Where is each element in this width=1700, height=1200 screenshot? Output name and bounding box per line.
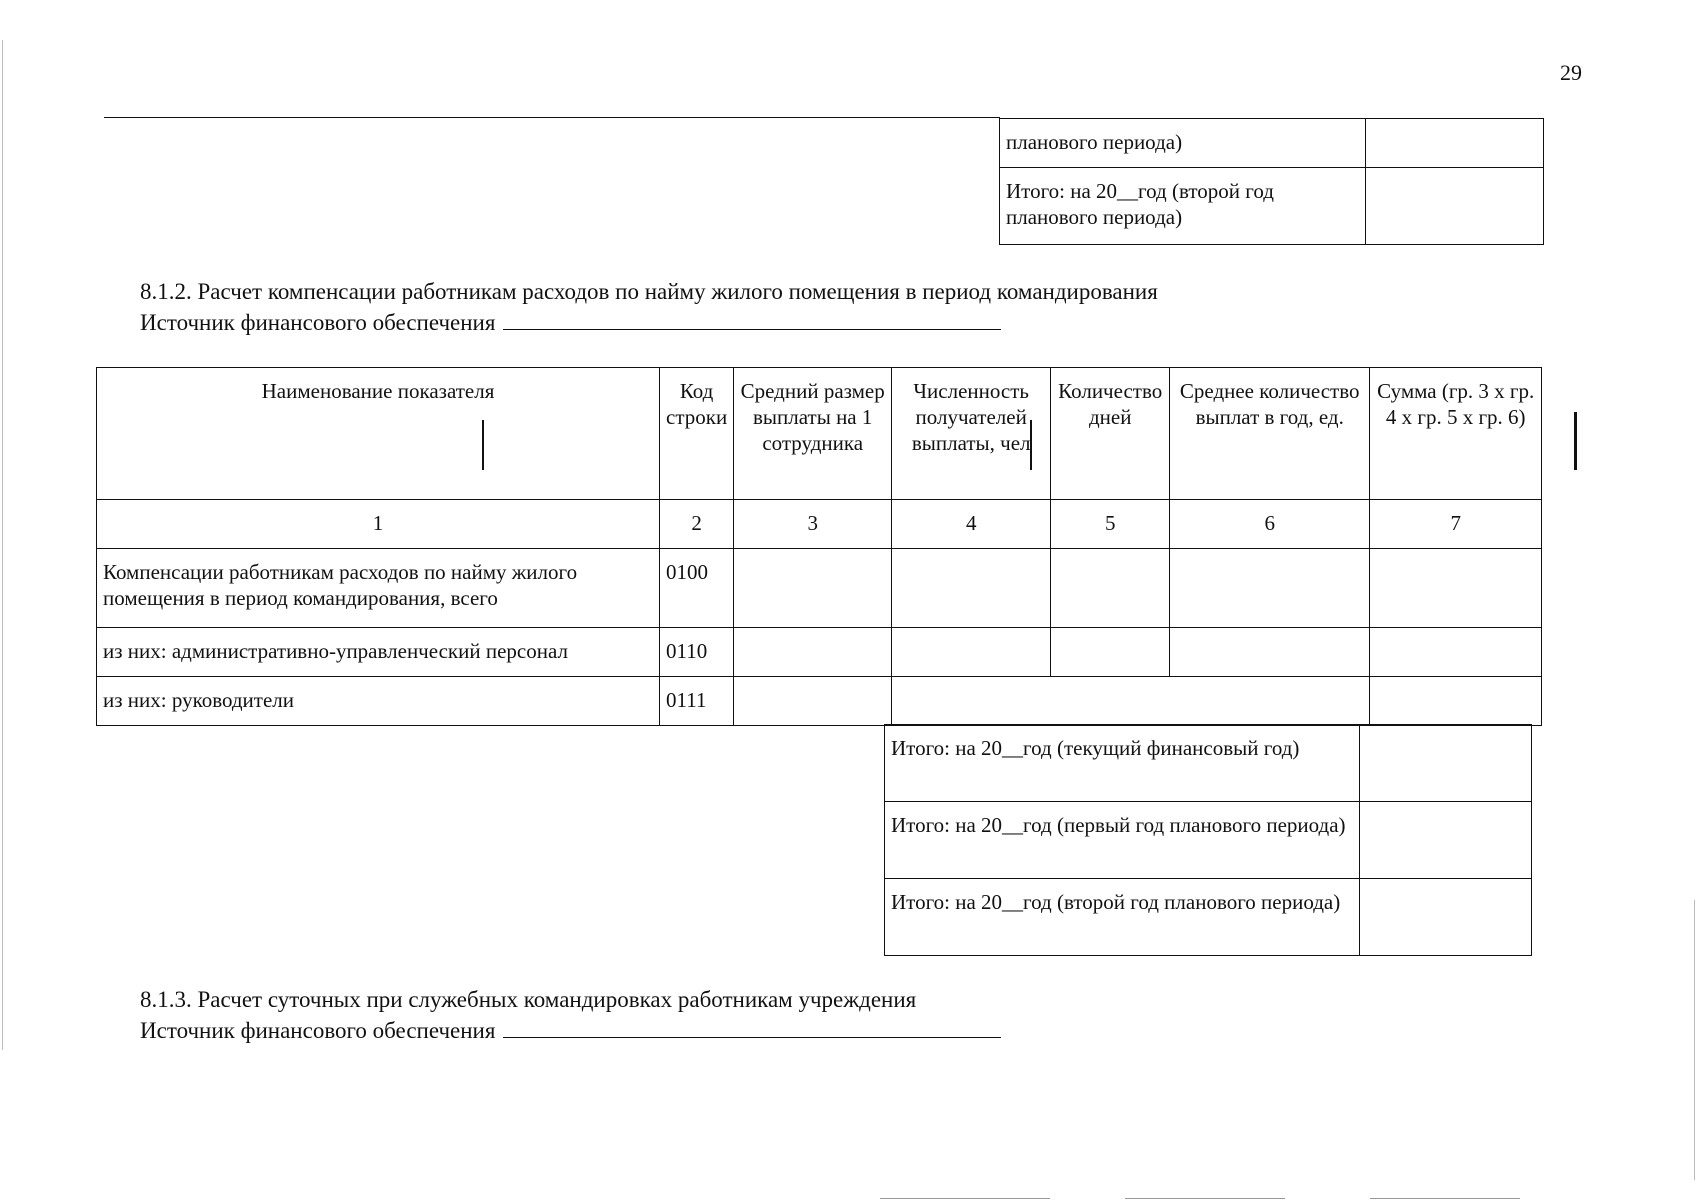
empty-cell: [734, 677, 892, 726]
header-avg-payment: Средний размер выплаты на 1 сотрудника: [734, 368, 892, 500]
empty-cell: [1370, 677, 1542, 726]
total-value: [1360, 802, 1532, 879]
merged-empty-cell: [892, 677, 1370, 726]
empty-cell: [892, 549, 1051, 628]
section-813-title: 8.1.3. Расчет суточных при служебных командировках работникам учреждения: [140, 987, 917, 1012]
continuation-value: [1366, 119, 1544, 168]
top-rule: [104, 117, 1000, 118]
empty-cell: [1370, 628, 1542, 677]
compensation-table: [96, 367, 1542, 726]
empty-cell: [1051, 549, 1170, 628]
section-812-title: 8.1.2. Расчет компенсации работникам расходов по найму жилого помещения в период командирования: [140, 279, 1158, 304]
row-code: 0111: [660, 677, 734, 726]
continuation-label: планового периода): [1000, 119, 1366, 168]
header-days: Количество дней: [1051, 368, 1170, 500]
column-number: 6: [1170, 500, 1370, 549]
page-number: 29: [1560, 60, 1582, 85]
column-number: 4: [892, 500, 1051, 549]
scan-mark: [1574, 412, 1577, 470]
bottom-dash: [1370, 1198, 1520, 1199]
total-label: Итого: на 20__год (второй год планового периода): [885, 879, 1360, 956]
header-avg-count: Среднее количество выплат в год, ед.: [1170, 368, 1370, 500]
empty-cell: [1170, 549, 1370, 628]
source-blank-line: [503, 307, 1001, 330]
column-number: 5: [1051, 500, 1170, 549]
total-label: Итого: на 20__год (текущий финансовый год): [885, 725, 1360, 802]
section-812-source: [140, 307, 1001, 338]
bottom-dash: [880, 1198, 1050, 1199]
table-row: [1000, 168, 1544, 245]
empty-cell: [734, 628, 892, 677]
header-recipients: Численность получателей выплаты, чел: [892, 368, 1051, 500]
table-row: [97, 677, 1542, 726]
total-value: [1360, 725, 1532, 802]
column-number-row: [97, 500, 1542, 549]
column-number: 7: [1370, 500, 1542, 549]
total-label: Итого: на 20__год (первый год планового периода): [885, 802, 1360, 879]
scan-mark: [482, 420, 484, 470]
row-code: 0100: [660, 549, 734, 628]
source-label: Источник финансового обеспечения: [140, 1018, 496, 1043]
continuation-label: Итого: на 20__год (второй год планового периода): [1000, 168, 1366, 245]
row-name: из них: руководители: [97, 677, 660, 726]
totals-table: [884, 724, 1532, 956]
margin-mark: [1694, 900, 1695, 1180]
scan-mark: [1030, 420, 1032, 470]
empty-cell: [734, 549, 892, 628]
table-row: [97, 549, 1542, 628]
column-number: 3: [734, 500, 892, 549]
source-label: Источник финансового обеспечения: [140, 310, 496, 335]
empty-cell: [1051, 628, 1170, 677]
table-row: [885, 879, 1532, 956]
table-row: [1000, 119, 1544, 168]
table-row: [885, 802, 1532, 879]
bottom-dash: [1125, 1198, 1285, 1199]
header-code: Код строки: [660, 368, 734, 500]
header-sum: Сумма (гр. 3 х гр. 4 х гр. 5 х гр. 6): [1370, 368, 1542, 500]
row-name: из них: административно-управленческий персонал: [97, 628, 660, 677]
header-name: Наименование показателя: [97, 368, 660, 500]
continuation-value: [1366, 168, 1544, 245]
row-name: Компенсации работникам расходов по найму жилого помещения в период командирования, всего: [97, 549, 660, 628]
empty-cell: [1370, 549, 1542, 628]
margin-mark: [2, 40, 3, 1050]
source-blank-line: [503, 1015, 1001, 1038]
column-number: 2: [660, 500, 734, 549]
total-value: [1360, 879, 1532, 956]
table-row: [97, 628, 1542, 677]
empty-cell: [892, 628, 1051, 677]
header-row: [97, 368, 1542, 500]
table-row: [885, 725, 1532, 802]
section-813-source: [140, 1015, 1001, 1046]
row-code: 0110: [660, 628, 734, 677]
empty-cell: [1170, 628, 1370, 677]
continuation-table: [999, 118, 1544, 245]
column-number: 1: [97, 500, 660, 549]
